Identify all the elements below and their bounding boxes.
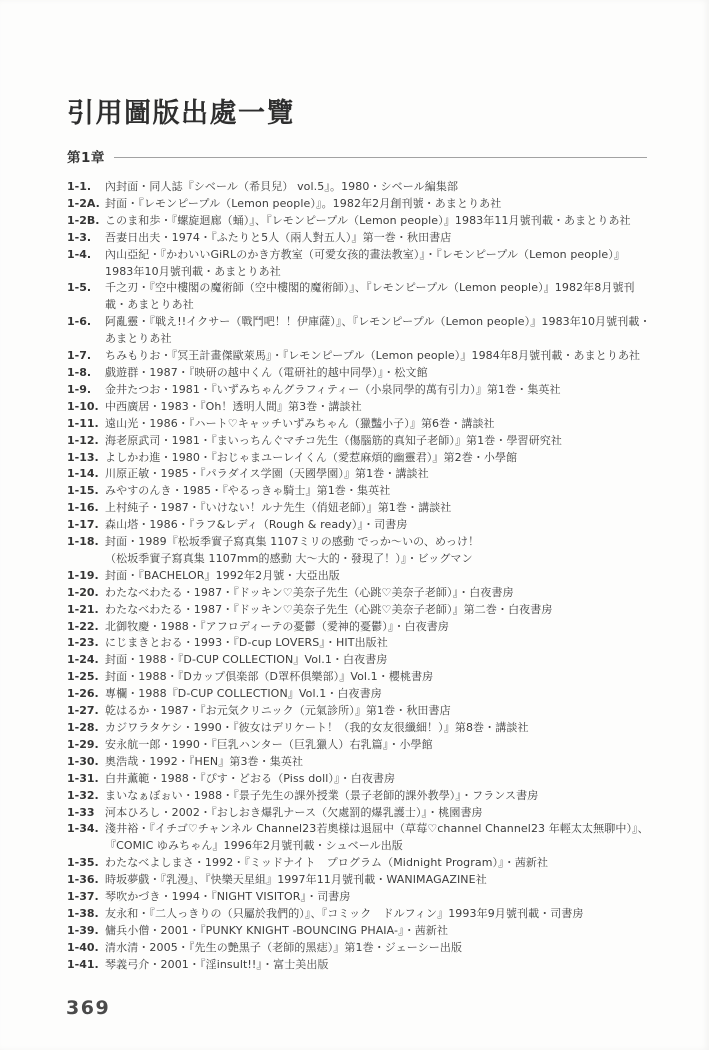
item-number: 1-4. [67, 247, 92, 261]
list-item [67, 416, 659, 433]
item-text-line: 戲遊群・1987・『映研の越中くん（電研社的越中同學）』・松文館 [105, 365, 428, 379]
item-number: 1-3. [67, 230, 92, 244]
item-number: 1-28. [67, 721, 99, 734]
list-item [67, 466, 659, 483]
item-text [105, 348, 659, 365]
item-text [105, 821, 659, 855]
list-item [67, 703, 659, 720]
item-text [105, 771, 659, 788]
item-text-line: このま和歩・『螺旋迴廊（蛹）』、『レモンピープル（Lemon people）』1983年11月號刊載・あまとりあ社 [105, 213, 631, 227]
item-text-line: 封面・『レモンピープル（Lemon people）』。1982年2月創刊號・あまとりあ社 [105, 196, 502, 210]
list-item [67, 534, 659, 568]
list-item [67, 805, 659, 822]
list-item [67, 517, 659, 534]
item-text-line: 專欄・1988『D-CUP COLLECTION』Vol.1・白夜書房 [105, 687, 382, 701]
item-number: 1-24. [67, 653, 99, 667]
item-text [105, 602, 659, 619]
item-text [105, 585, 659, 602]
item-number: 1-2A. [67, 196, 100, 210]
item-text-line: 內封面・同人誌『シベール（希貝兒） vol.5』。1980・シベール編集部 [105, 180, 459, 193]
item-number: 1-10. [67, 399, 99, 413]
page-title: 引用圖版出處一覽 [67, 98, 295, 129]
item-text-line: 1983年10月號刊載・あまとりあ社 [105, 264, 281, 278]
item-number: 1-1. [67, 180, 92, 193]
item-text-line: 淺井裕・『イチゴ♡チャンネル Channel23若奧様は退屈中（草莓♡channel Channel23 年輕太太無聊中）』、 [105, 822, 649, 836]
item-text-line: わたなべわたる・1987・『ドッキン♡美奈子先生（心跳♡美奈子老師）』・白夜書房 [105, 585, 514, 599]
item-text [105, 517, 659, 534]
list-item [67, 483, 659, 500]
list-item [67, 771, 659, 788]
item-number: 1-41. [67, 957, 99, 971]
item-number: 1-30. [67, 754, 99, 768]
item-text [105, 889, 659, 906]
item-text [105, 957, 659, 974]
item-text [105, 416, 659, 433]
list-item [67, 382, 659, 399]
item-number: 1-37. [67, 890, 99, 904]
list-item [67, 280, 659, 314]
list-item [67, 619, 659, 636]
item-text [105, 720, 659, 737]
item-text [105, 433, 659, 450]
item-text-line: まいなぁぼぉい・1988・『景子先生の課外授業（景子老師的課外教學）』・フランス書房 [105, 788, 539, 802]
list-item [67, 230, 659, 247]
list-item [67, 669, 659, 686]
item-text [105, 855, 659, 872]
item-text-line: 封面・1989『松坂季實子寫真集 1107ミリの感動 でっか～いの、めっけ！ [105, 535, 480, 549]
list-item [67, 314, 659, 348]
item-text [105, 230, 659, 247]
item-text-line: 載・あまとりあ社 [105, 298, 194, 312]
item-number: 1-15. [67, 484, 99, 498]
list-item [67, 450, 659, 467]
item-text [105, 619, 659, 636]
item-number: 1-6. [67, 315, 92, 329]
list-item [67, 399, 659, 416]
list-item [67, 957, 659, 974]
chapter-heading [67, 146, 647, 166]
item-text-line: 內山亞紀・『かわいいGiRLのかき方教室（可愛女孩的畫法教室）』・『レモンピープル（Lemon people）』 [105, 247, 625, 261]
item-text-line: 封面・『BACHELOR』1992年2月號・大亞出版 [105, 568, 340, 582]
item-text [105, 314, 659, 348]
list-item [67, 652, 659, 669]
item-text [105, 500, 659, 517]
item-number: 1-31. [67, 771, 99, 785]
item-text [105, 652, 659, 669]
list-item [67, 923, 659, 940]
item-text-line: みやすのんき・1985・『やるっきゃ騎士』第1巻・集英社 [105, 484, 391, 498]
item-text-line: 乾はるか・1987・『お元気クリニック（元氣診所）』第1巻・秋田書店 [105, 704, 451, 718]
item-text-line: 遠山光・1986・『ハート♡キャッチいずみちゃん（獵豔小子）』第6巻・講談社 [105, 416, 495, 430]
item-text-line: 傭兵小僧・2001・『PUNKY KNIGHT -BOUNCING PHAIA-』・茜新社 [105, 923, 449, 937]
item-text [105, 669, 659, 686]
list-item [67, 906, 659, 923]
item-text [105, 686, 659, 703]
item-text-line: 封面・1988・『Dカップ倶楽部（D罩杯倶樂部）』Vol.1・櫻桃書房 [105, 670, 434, 684]
item-text-line: カジワラタケシ・1990・『彼女はデリケート！（我的女友很纖細！）』第8巻・講談社 [105, 721, 529, 734]
item-text [105, 382, 659, 399]
item-text [105, 466, 659, 483]
item-text-line: 友永和・『二人っきりの（只屬於我們的）』、『コミック ドルフィン』1993年9月號刊載・司書房 [105, 906, 584, 920]
item-number: 1-16. [67, 501, 99, 515]
item-number: 1-22. [67, 619, 99, 633]
item-number: 1-27. [67, 704, 99, 718]
item-text [105, 872, 659, 889]
item-text-line: 封面・1988・『D-CUP COLLECTION』Vol.1・白夜書房 [105, 653, 388, 667]
item-text [105, 906, 659, 923]
item-text-line: 白井薫範・1988・『ぴす・どおる（Piss doll）』・白夜書房 [105, 771, 396, 785]
item-text-line: 千之刃・『空中樓閣の魔術師（空中樓閣的魔術師）』、『レモンピープル（Lemon people）』1982年8月號刊 [105, 281, 635, 295]
item-number: 1-8. [67, 365, 92, 379]
item-number: 1-17. [67, 518, 99, 532]
list-item [67, 889, 659, 906]
list-item [67, 213, 659, 230]
item-text [105, 940, 659, 957]
item-number: 1-36. [67, 873, 99, 887]
list-item [67, 821, 659, 855]
item-text [105, 280, 659, 314]
item-number: 1-11. [67, 416, 99, 430]
item-number: 1-40. [67, 940, 99, 954]
citation-list [67, 179, 659, 974]
item-text [105, 805, 659, 822]
item-text-line: 川原正敏・1985・『パラダイス学園（天國學園）』第1巻・講談社 [105, 467, 429, 481]
item-text-line: ちみもりお・『冥王計畫傑歐萊馬』・『レモンピープル（Lemon people）』1984年8月號刊載・あまとりあ社 [105, 349, 641, 363]
list-item [67, 754, 659, 771]
item-text-line: （松坂季實子寫真集 1107mm的感動 大～大的・發現了！）』・ビッグマン [105, 551, 473, 565]
item-number: 1-7. [67, 349, 92, 363]
item-text-line: あまとりあ社 [105, 332, 172, 346]
item-text-line: わたなべわたる・1987・『ドッキン♡美奈子先生（心跳♡美奈子老師）』第二巻・白夜書房 [105, 602, 553, 616]
item-number: 1-12. [67, 433, 99, 447]
list-item [67, 872, 659, 889]
item-text-line: 森山塔・1986・『ラフ&レディ（Rough & ready）』・司書房 [105, 518, 408, 532]
list-item [67, 500, 659, 517]
item-text-line: わたなべよしまさ・1992・『ミッドナイト プログラム（Midnight Program）』・茜新社 [105, 856, 549, 870]
list-item [67, 348, 659, 365]
item-text [105, 179, 659, 196]
list-item [67, 433, 659, 450]
list-item [67, 585, 659, 602]
list-item [67, 686, 659, 703]
item-text [105, 365, 659, 382]
list-item [67, 720, 659, 737]
item-number: 1-25. [67, 670, 99, 684]
item-number: 1-26. [67, 687, 99, 701]
list-item [67, 737, 659, 754]
item-text-line: にじまきとおる・1993・『D-cup LOVERS』・HIT出版社 [105, 636, 388, 650]
list-item [67, 247, 659, 281]
list-item [67, 855, 659, 872]
item-number: 1-13. [67, 450, 99, 464]
item-number: 1-34. [67, 822, 99, 836]
chapter-rule-divider [114, 157, 647, 158]
item-text [105, 635, 659, 652]
item-text-line: 上村純子・1987・『いけない！ルナ先生（俏妞老師）』第1巻・講談社 [105, 501, 452, 515]
item-text [105, 247, 659, 281]
item-text [105, 213, 659, 230]
item-text [105, 923, 659, 940]
item-text-line: 中西廣居・1983・『Oh！透明人間』第3巻・講談社 [105, 399, 362, 413]
item-text [105, 703, 659, 720]
item-text-line: 清水清・2005・『先生の艶黒子（老師的黑痣）』第1巻・ジェーシー出版 [105, 940, 463, 954]
item-text-line: 安永航一郎・1990・『巨乳ハンター（巨乳獵人）右乳篇』・小學館 [105, 737, 433, 751]
item-number: 1-23. [67, 636, 99, 650]
item-text-line: 金井たつお・1981・『いずみちゃんグラフィティー（小泉同學的萬有引力）』第1巻・集英社 [105, 382, 561, 396]
item-number: 1-38. [67, 906, 99, 920]
item-text [105, 483, 659, 500]
item-text [105, 450, 659, 467]
item-text-line: 琴義弓介・2001・『淫insult!!』・富士美出版 [105, 957, 329, 971]
item-text [105, 568, 659, 585]
item-text [105, 788, 659, 805]
item-text [105, 534, 659, 568]
item-number: 1-5. [67, 281, 92, 295]
item-text-line: 海老原武司・1981・『まいっちんぐマチコ先生（傷腦筋的真知子老師）』第1巻・學習研究社 [105, 433, 562, 447]
item-number: 1-18. [67, 535, 99, 549]
item-number: 1-14. [67, 467, 99, 481]
item-number: 1-2B. [67, 213, 100, 227]
list-item [67, 365, 659, 382]
item-text-line: 時坂夢戲・『乳漫』、『快樂天星組』1997年11月號刊載・WANIMAGAZINE社 [105, 873, 487, 887]
item-text [105, 737, 659, 754]
item-number: 1-33 [67, 805, 95, 819]
list-item [67, 635, 659, 652]
list-item [67, 568, 659, 585]
list-item [67, 196, 659, 213]
item-number: 1-32. [67, 788, 99, 802]
item-text-line: 『COMIC ゆみちゃん』1996年2月號刊載・シュベール出版 [105, 839, 403, 853]
list-item [67, 179, 659, 196]
item-text-line: 琴吹かづき・1994・『NIGHT VISITOR』・司書房 [105, 890, 351, 904]
item-text-line: 吾妻日出夫・1974・『ふたりと5人（兩人對五人）』第一巻・秋田書店 [105, 230, 452, 244]
item-text [105, 196, 659, 213]
list-item [67, 602, 659, 619]
item-text [105, 399, 659, 416]
item-text-line: 奧浩哉・1992・『HEN』第3巻・集英社 [105, 754, 304, 768]
item-text-line: 北御牧慶・1988・『アフロディーテの憂鬱（愛神的憂鬱）』・白夜書房 [105, 619, 450, 633]
item-text-line: 阿亂靈・『戦え!!イクサー（戰鬥吧！！伊庫薩）』、『レモンピープル（Lemon people）』1983年10月號刊載・ [105, 315, 651, 329]
item-number: 1-21. [67, 602, 99, 616]
item-text-line: よしかわ進・1980・『おじゃまユーレイくん（愛惹麻煩的幽靈君）』第2巻・小學館 [105, 450, 518, 464]
item-number: 1-29. [67, 737, 99, 751]
chapter-label: 第1章 [67, 150, 105, 166]
item-text [105, 754, 659, 771]
item-number: 1-39. [67, 923, 99, 937]
list-item [67, 940, 659, 957]
item-number: 1-20. [67, 585, 99, 599]
list-item [67, 788, 659, 805]
item-number: 1-35. [67, 856, 99, 870]
page-number: 369 [66, 997, 111, 1019]
item-number: 1-19. [67, 568, 99, 582]
item-text-line: 河本ひろし・2002・『おしおき爆乳ナース（欠處罰的爆乳護士）』・桃園書房 [105, 805, 483, 819]
item-number: 1-9. [67, 382, 92, 396]
